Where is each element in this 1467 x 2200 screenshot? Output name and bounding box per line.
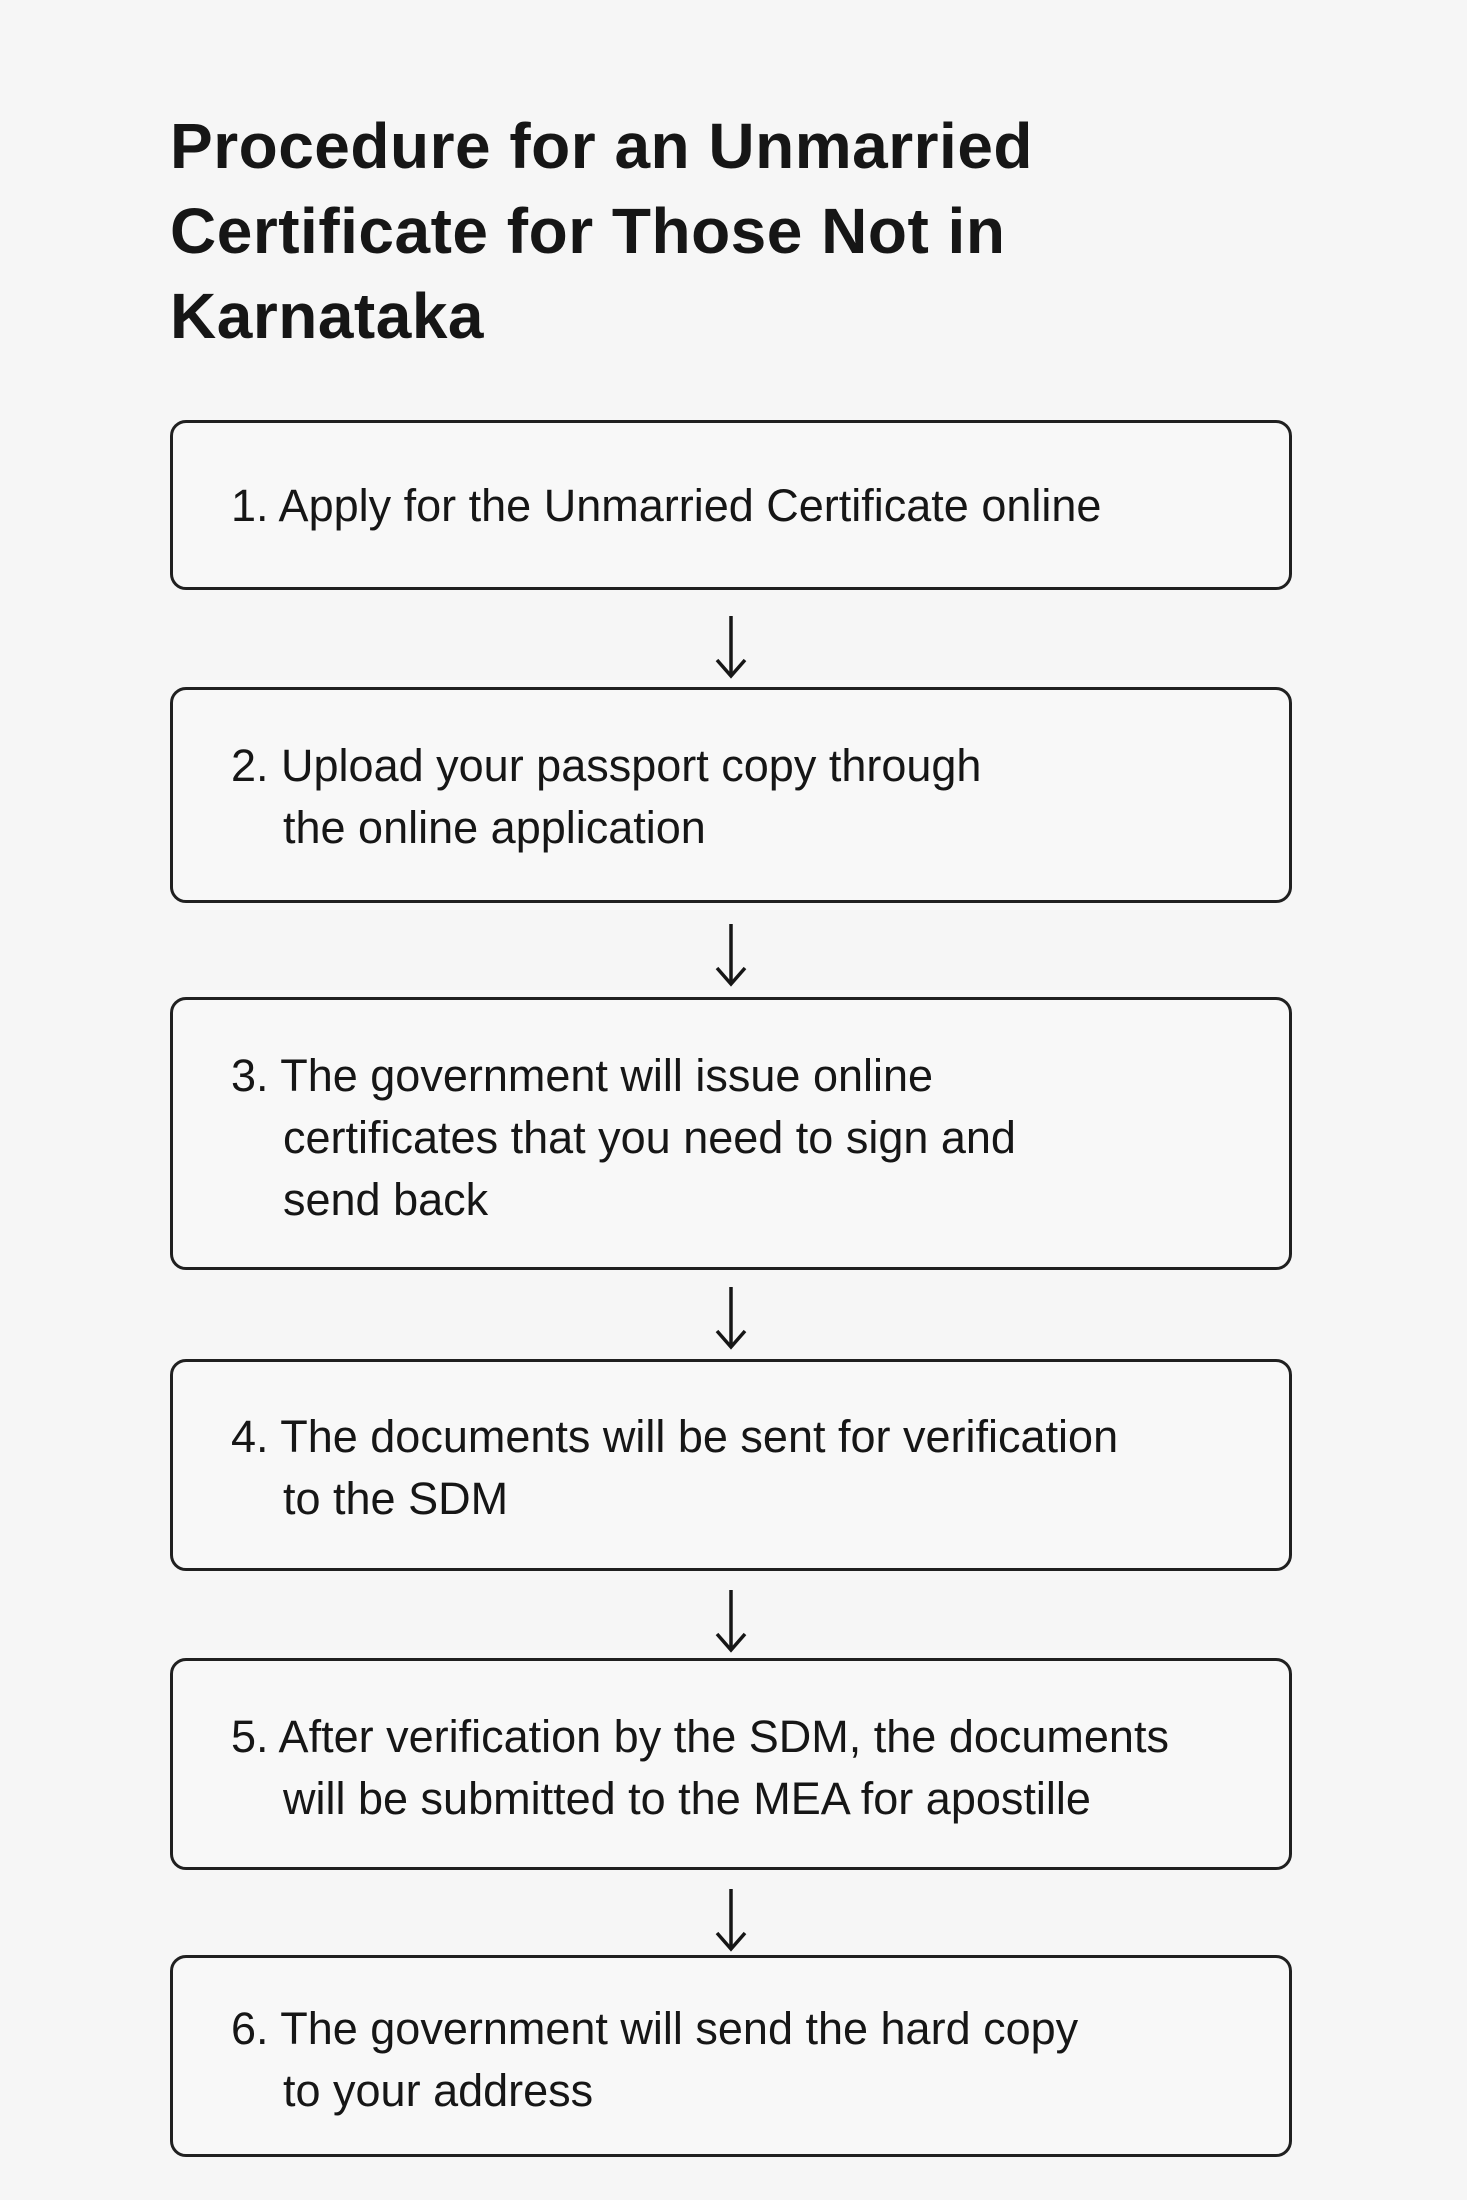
down-arrow-icon: [701, 612, 761, 682]
step-5-line-2: will be submitted to the MEA for apostille: [283, 1773, 1091, 1824]
step-1-text: [231, 475, 1101, 537]
title-line-3: Karnataka: [170, 280, 484, 352]
title-line-1: Procedure for an Unmarried: [170, 110, 1033, 182]
step-5-box: [170, 1658, 1292, 1870]
flowchart: [170, 0, 1296, 2200]
step-5-line-1: 5. After verification by the SDM, the documents: [231, 1711, 1169, 1762]
down-arrow-icon: [701, 1885, 761, 1955]
step-1-box: [170, 420, 1292, 590]
down-arrow-icon: [701, 920, 761, 990]
step-3-box: [170, 997, 1292, 1270]
step-6-line-2: to your address: [283, 2065, 594, 2116]
step-6-text: [231, 1998, 1078, 2122]
step-4-text: [231, 1406, 1118, 1530]
step-1-line-1: 1. Apply for the Unmarried Certificate online: [231, 480, 1102, 531]
step-4-line-1: 4. The documents will be sent for verification: [231, 1411, 1119, 1462]
title-line-2: Certificate for Those Not in: [170, 195, 1006, 267]
down-arrow-icon: [701, 1283, 761, 1353]
step-5-text: [231, 1706, 1169, 1830]
step-4-box: [170, 1359, 1292, 1571]
step-2-text: [231, 735, 981, 859]
step-4-line-2: to the SDM: [283, 1473, 509, 1524]
step-3-line-2: certificates that you need to sign and: [283, 1112, 1016, 1163]
step-3-text: [231, 1045, 1016, 1231]
step-3-line-1: 3. The government will issue online: [231, 1050, 934, 1101]
step-3-line-3: send back: [283, 1174, 489, 1225]
step-2-line-2: the online application: [283, 802, 706, 853]
step-6-box: [170, 1955, 1292, 2157]
step-6-line-1: 6. The government will send the hard copy: [231, 2003, 1079, 2054]
step-2-line-1: 2. Upload your passport copy through: [231, 740, 982, 791]
step-2-box: [170, 687, 1292, 903]
down-arrow-icon: [701, 1586, 761, 1656]
